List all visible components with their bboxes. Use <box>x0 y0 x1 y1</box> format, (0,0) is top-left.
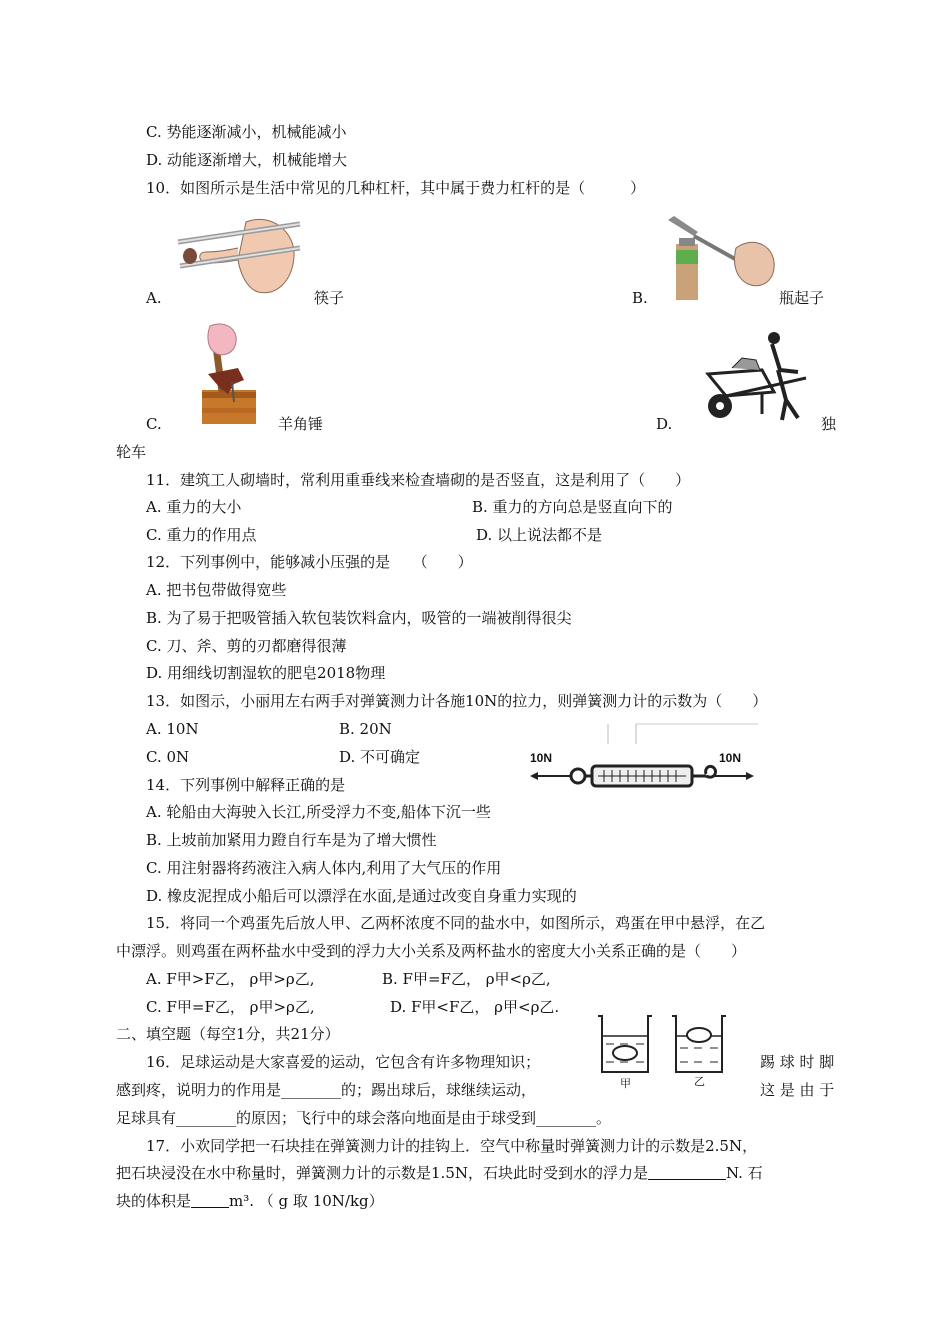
spring-scale-right-force-label: 10N <box>719 751 742 765</box>
q11-stem: 11．建筑工人砌墙时，常利用重垂线来检查墙砌的是否竖直，这是利用了（ ） <box>146 471 691 489</box>
q10-option-d-label-part1: 独 <box>821 415 837 433</box>
q16-line1-right: 踢 球 时 脚 <box>760 1053 835 1071</box>
section-2-heading: 二、填空题（每空1分，共21分） <box>116 1025 340 1043</box>
q9-option-d: D. 动能逐渐增大，机械能增大 <box>146 151 348 169</box>
q10-option-d-letter: D. <box>656 415 673 433</box>
beaker-yi-label: 乙 <box>694 1075 705 1088</box>
q10-option-a-label: 筷子 <box>314 289 345 307</box>
beaker-jia-label: 甲 <box>620 1077 631 1090</box>
q15-stem-line1: 15．将同一个鸡蛋先后放人甲、乙两杯浓度不同的盐水中，如图所示，鸡蛋在甲中悬浮，在乙 <box>146 914 766 932</box>
q15-stem-line2: 中漂浮。则鸡蛋在两杯盐水中受到的浮力大小关系及两杯盐水的密度大小关系正确的是（ ） <box>116 942 747 960</box>
beakers-figure <box>592 1012 742 1092</box>
beaker-yi <box>672 1016 726 1072</box>
q17-line3 <box>116 1191 384 1211</box>
q13-option-c: C. 0N <box>146 748 190 766</box>
q12-stem: 12．下列事例中，能够减小压强的是 （ ） <box>146 553 473 571</box>
q16-line1-left: 16．足球运动是大家喜爱的运动，它包含有许多物理知识； <box>146 1053 541 1071</box>
q10-option-b-letter: B. <box>632 289 648 307</box>
q15-option-b: B. F甲=F乙， ρ甲<ρ乙, <box>382 970 551 988</box>
q10-option-d-label-part2: 轮车 <box>116 443 147 461</box>
q12-option-d: D. 用细线切割湿软的肥皂2018物理 <box>146 664 386 682</box>
q12-option-b: B. 为了易于把吸管插入软包装饮料盒内，吸管的一端被削得很尖 <box>146 609 572 627</box>
claw-hammer-image <box>198 322 260 426</box>
q13-option-d: D. 不可确定 <box>339 748 421 766</box>
q16-line3: 足球具有________的原因；飞行中的球会落向地面是由于球受到________。 <box>116 1109 612 1127</box>
q17-line3-text: 块的体积是 <box>116 1192 192 1210</box>
wheelbarrow-image <box>702 330 816 422</box>
q11-option-c: C. 重力的作用点 <box>146 526 257 544</box>
q15-option-a: A. F甲>F乙， ρ甲>ρ乙, <box>146 970 315 988</box>
spring-scale-figure <box>528 722 760 794</box>
q9-option-c: C. 势能逐渐减小，机械能减小 <box>146 123 347 141</box>
q13-option-b: B. 20N <box>339 720 392 738</box>
q14-stem: 14．下列事例中解释正确的是 <box>146 776 346 794</box>
q14-option-b: B. 上坡前加紧用力蹬自行车是为了增大惯性 <box>146 831 437 849</box>
q17-line2-unit: N. 石 <box>725 1164 763 1182</box>
q16-line2-left: 感到疼，说明力的作用是________的；踢出球后，球继续运动， <box>116 1081 537 1099</box>
q17-line1: 17．小欢同学把一石块挂在弹簧测力计的挂钩上．空气中称量时弹簧测力计的示数是2.5N， <box>146 1137 758 1155</box>
bottle-opener-image <box>664 214 776 300</box>
q12-option-a: A. 把书包带做得宽些 <box>146 581 287 599</box>
q16-line2-right: 这 是 由 于 <box>760 1081 835 1099</box>
beakers-image <box>592 1012 742 1092</box>
beaker-jia <box>598 1016 652 1072</box>
q15-option-d: D. F甲<F乙， ρ甲<ρ乙. <box>390 998 560 1016</box>
q10-option-c-label: 羊角锤 <box>278 415 324 433</box>
q10-stem: 10．如图所示是生活中常见的几种杠杆，其中属于费力杠杆的是（ ） <box>146 179 646 197</box>
q17-buoyancy-blank <box>648 1165 726 1180</box>
q14-option-c: C. 用注射器将药液注入病人体内,利用了大气压的作用 <box>146 859 502 877</box>
q13-option-a: A. 10N <box>146 720 199 738</box>
q13-stem: 13．如图示，小丽用左右两手对弹簧测力计各施10N的拉力，则弹簧测力计的示数为（ ） <box>146 692 768 710</box>
q17-line2-text: 把石块浸没在水中称量时，弹簧测力计的示数是1.5N，石块此时受到水的浮力是 <box>116 1164 648 1182</box>
q15-option-c: C. F甲=F乙， ρ甲>ρ乙, <box>146 998 315 1016</box>
q10-option-b-label: 瓶起子 <box>779 289 825 307</box>
q17-line2 <box>116 1163 763 1183</box>
q12-option-c: C. 刀、斧、剪的刃都磨得很薄 <box>146 637 347 655</box>
q11-option-d: D. 以上说法都不是 <box>476 526 603 544</box>
q17-line3-unit: m³. （ g 取 10N/kg） <box>229 1192 384 1210</box>
q10-option-c-letter: C. <box>146 415 162 433</box>
q17-volume-blank <box>191 1193 229 1208</box>
q14-option-d: D. 橡皮泥捏成小船后可以漂浮在水面,是通过改变自身重力实现的 <box>146 887 577 905</box>
q11-option-b: B. 重力的方向总是竖直向下的 <box>472 498 673 516</box>
q11-option-a: A. 重力的大小 <box>146 498 242 516</box>
chopsticks-image <box>176 212 302 298</box>
q14-option-a: A. 轮船由大海驶入长江,所受浮力不变,船体下沉一些 <box>146 803 491 821</box>
spring-scale-left-force-label: 10N <box>530 751 553 765</box>
q10-option-a-letter: A. <box>146 289 162 307</box>
